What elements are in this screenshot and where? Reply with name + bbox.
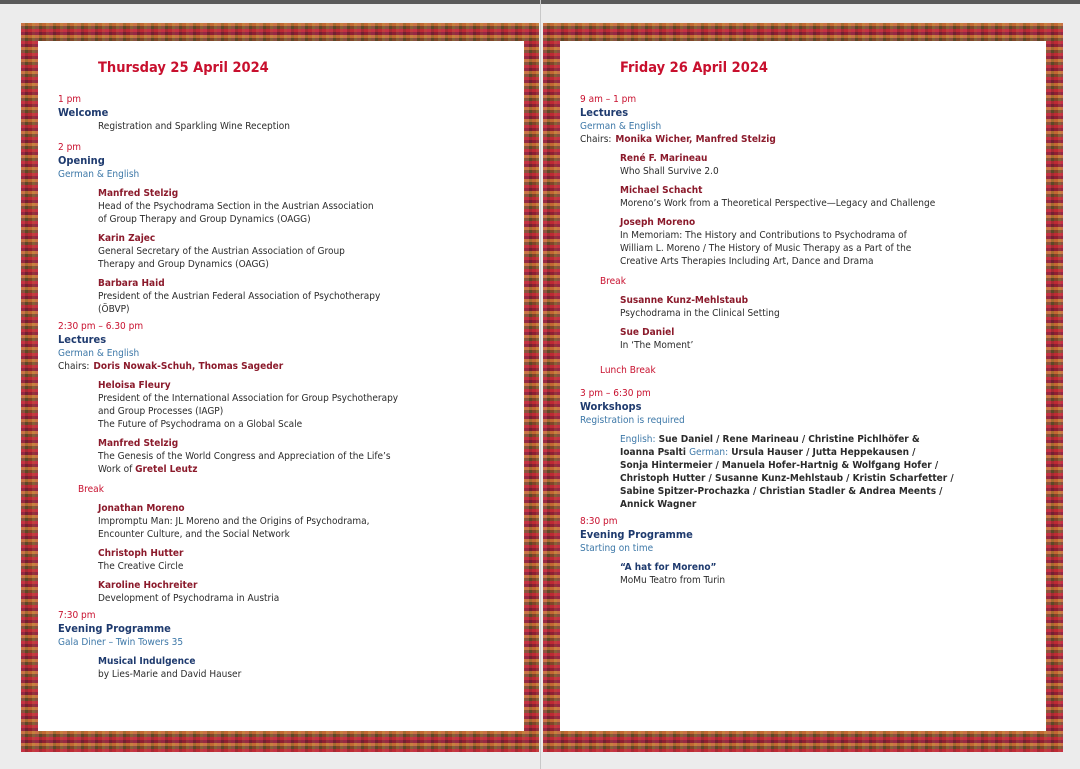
speaker-name: Susanne Kunz-Mehlstaub [620, 295, 749, 306]
time-label: 7:30 pm [58, 610, 96, 621]
page-friday [543, 23, 1063, 752]
speaker-line: In ‘The Moment’ [620, 340, 694, 351]
speaker-name: Jonathan Moreno [98, 503, 185, 514]
evening-section [58, 609, 508, 681]
speaker-line: Head of the Psychodrama Section in the Austrian Association [98, 201, 374, 212]
workshop-names: Ursula Hauser / Jutta Heppekausen / [731, 447, 916, 458]
speaker-line: General Secretary of the Austrian Association of Group [98, 246, 345, 257]
speaker-line: (ÖBVP) [98, 304, 130, 315]
speaker-line: Psychodrama in the Clinical Setting [620, 308, 780, 319]
workshop-line: Sonja Hintermeier / Manuela Hofer-Hartnig & Wolfgang Hofer / [620, 460, 939, 471]
time-label: 1 pm [58, 94, 82, 105]
time-label: 9 am – 1 pm [580, 94, 637, 105]
workshop-names: Sue Daniel / Rene Marineau / Christine Pichlhöfer & [658, 434, 920, 445]
day-title: Friday 26 April 2024 [620, 60, 768, 76]
evening-item [620, 561, 1030, 587]
speaker-name: Manfred Stelzig [98, 438, 179, 449]
speaker-line: In Memoriam: The History and Contributions to Psychodrama of [620, 230, 907, 241]
german-label: German: [689, 447, 729, 458]
time-label: 2 pm [58, 142, 82, 153]
break-label: Break [78, 484, 104, 495]
programme-thursday [58, 55, 508, 681]
speaker-line: Impromptu Man: JL Moreno and the Origins of Psychodrama, [98, 516, 370, 527]
evening-item-text: by Lies-Marie and David Hauser [98, 669, 242, 680]
language-label: German & English [58, 169, 140, 180]
break-label: Break [600, 276, 626, 287]
evening-subtitle: Starting on time [580, 543, 654, 554]
page-sheet [38, 41, 524, 731]
speaker-name: Barbara Haid [98, 278, 165, 289]
speaker-name: Christoph Hutter [98, 548, 184, 559]
speaker-name: Joseph Moreno [620, 217, 696, 228]
speaker-line: Creative Arts Therapies Including Art, Dance and Drama [620, 256, 874, 267]
section-title: Lectures [58, 333, 107, 346]
english-label: English: [620, 434, 656, 445]
speaker-line: Therapy and Group Dynamics (OAGG) [98, 259, 269, 270]
speaker-line: President of the Austrian Federal Association of Psychotherapy [98, 291, 381, 302]
chairs-label: Chairs: [580, 134, 612, 145]
workshops-section [580, 387, 1030, 511]
welcome-section [58, 93, 508, 133]
speaker-name: Karoline Hochreiter [98, 580, 198, 591]
speaker-block [98, 187, 508, 316]
opening-section [58, 141, 508, 316]
speaker-name: Karin Zajec [98, 233, 156, 244]
speaker-line: The Future of Psychodrama on a Global Scale [98, 419, 303, 430]
evening-item-title: “A hat for Moreno” [620, 562, 717, 573]
section-title: Opening [58, 154, 105, 167]
section-text: Registration and Sparkling Wine Reception [98, 121, 291, 132]
speaker-line: Who Shall Survive 2.0 [620, 166, 719, 177]
speaker-line: Moreno’s Work from a Theoretical Perspective—Legacy and Challenge [620, 198, 936, 209]
speaker-block [620, 152, 1030, 268]
programme-friday [580, 55, 1030, 587]
lunch-break-label: Lunch Break [600, 365, 656, 376]
day-title: Thursday 25 April 2024 [98, 60, 269, 76]
evening-item-title: Musical Indulgence [98, 656, 196, 667]
speaker-block [98, 502, 508, 605]
chairs-label: Chairs: [58, 361, 90, 372]
evening-item [98, 655, 508, 681]
honoree-name: Gretel Leutz [135, 464, 198, 475]
workshop-line: Christoph Hutter / Susanne Kunz-Mehlstaub / Kristin Scharfetter / [620, 473, 954, 484]
page-sheet [560, 41, 1046, 731]
workshop-leaders [620, 433, 1030, 511]
speaker-line: and Group Processes (IAGP) [98, 406, 224, 417]
speaker-line-text: Work of [98, 464, 136, 475]
language-label: German & English [58, 348, 140, 359]
speaker-line: The Creative Circle [98, 561, 184, 572]
lectures-section [58, 320, 508, 605]
workshop-line [620, 433, 1030, 446]
section-title: Lectures [580, 106, 629, 119]
chairs-line [58, 360, 508, 373]
speaker-name: Manfred Stelzig [98, 188, 179, 199]
speaker-block [620, 294, 1030, 352]
page-thursday [21, 23, 539, 752]
chairs-line [580, 133, 1030, 146]
section-title: Evening Programme [58, 622, 171, 635]
speaker-line: The Genesis of the World Congress and Appreciation of the Life’s [98, 451, 391, 462]
page-gutter [540, 0, 541, 769]
speaker-line: of Group Therapy and Group Dynamics (OAGG) [98, 214, 311, 225]
speaker-line: William L. Moreno / The History of Music Therapy as a Part of the [620, 243, 912, 254]
speaker-block [98, 379, 508, 476]
section-title: Evening Programme [580, 528, 693, 541]
speaker-line: Development of Psychodrama in Austria [98, 593, 280, 604]
speaker-name: Heloisa Fleury [98, 380, 171, 391]
evening-section [580, 515, 1030, 587]
workshop-line [620, 446, 1030, 459]
lectures-section [580, 93, 1030, 377]
time-label: 3 pm – 6:30 pm [580, 388, 651, 399]
workshop-line: Annick Wagner [620, 499, 697, 510]
section-title: Welcome [58, 106, 109, 119]
speaker-line: President of the International Association for Group Psychotherapy [98, 393, 399, 404]
speaker-name: Michael Schacht [620, 185, 703, 196]
speaker-name: Sue Daniel [620, 327, 675, 338]
chairs-names: Doris Nowak-Schuh, Thomas Sageder [93, 361, 284, 372]
time-label: 2:30 pm – 6.30 pm [58, 321, 144, 332]
workshop-line: Sabine Spitzer-Prochazka / Christian Stadler & Andrea Meents / [620, 486, 943, 497]
registration-note: Registration is required [580, 415, 685, 426]
speaker-line: Encounter Culture, and the Social Network [98, 529, 290, 540]
time-label: 8:30 pm [580, 516, 618, 527]
language-label: German & English [580, 121, 662, 132]
evening-subtitle: Gala Diner – Twin Towers 35 [58, 637, 184, 648]
speaker-line [98, 463, 508, 476]
section-title: Workshops [580, 400, 642, 413]
speaker-name: René F. Marineau [620, 153, 708, 164]
evening-item-text: MoMu Teatro from Turin [620, 575, 726, 586]
workshop-names: Ioanna Psalti [620, 447, 686, 458]
chairs-names: Monika Wicher, Manfred Stelzig [615, 134, 776, 145]
